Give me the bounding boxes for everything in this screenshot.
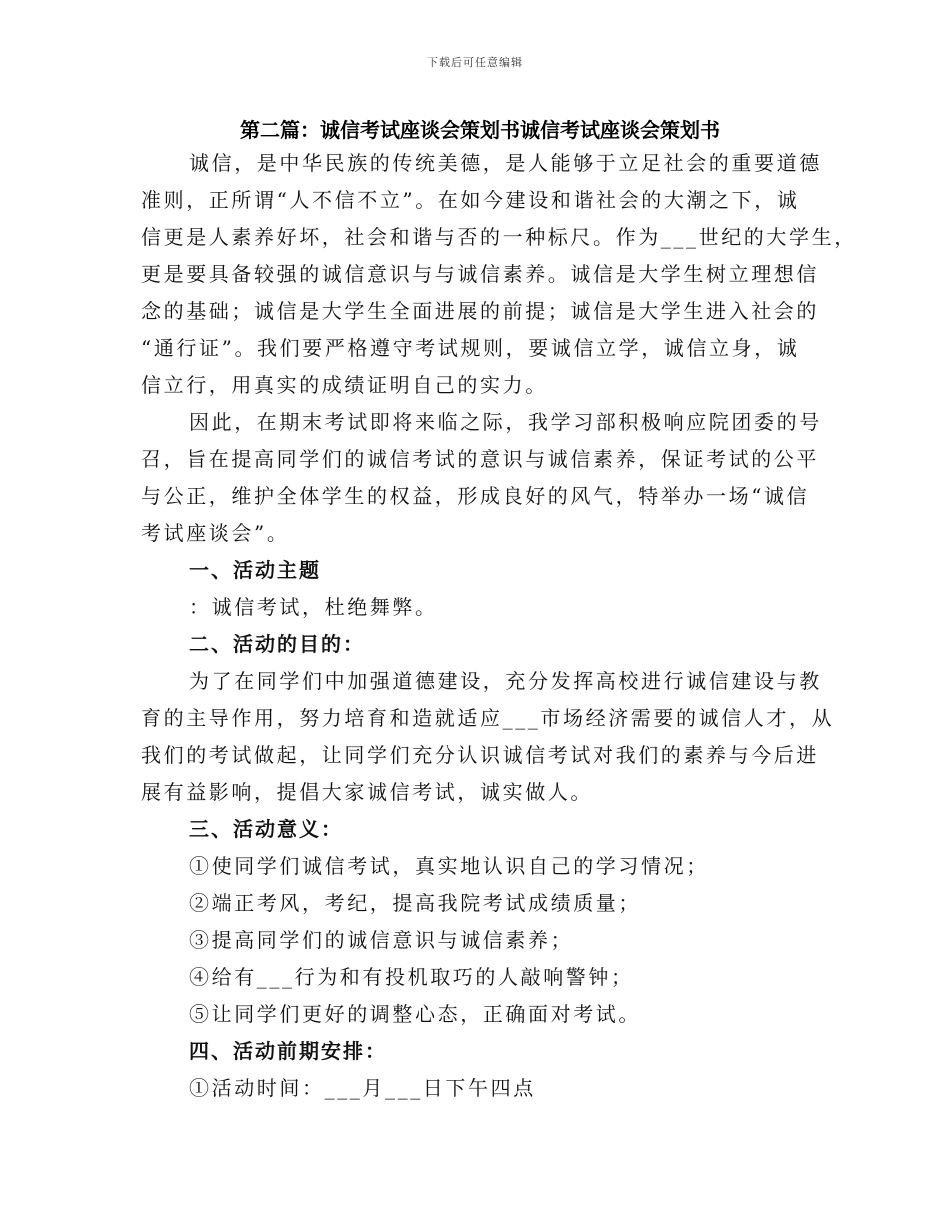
list-item: ④给有___行为和有投机取巧的人敲响警钟； — [189, 965, 634, 989]
list-item: ①使同学们诚信考试，真实地认识自己的学习情况； — [189, 854, 709, 878]
list-item: ③提高同学们的诚信意识与诚信素养； — [189, 928, 574, 952]
paragraph-line: 与公正，维护全体学生的权益，形成良好的风气，特举办一场“诚信 — [141, 484, 810, 508]
paragraph-line: 念的基础；诚信是大学生全面进展的前提；诚信是大学生进入社会的 — [141, 299, 819, 323]
list-item: ②端正考风，考纪，提高我院考试成绩质量； — [189, 891, 641, 915]
paragraph-line: “通行证”。我们要严格遵守考试规则，要诚信立学，诚信立身，诚 — [141, 336, 800, 360]
paragraph-line: 考试座谈会”。 — [141, 521, 290, 545]
document-title: 第二篇：诚信考试座谈会策划书诚信考试座谈会策划书 — [240, 118, 720, 142]
paragraph-line: 展有益影响，提倡大家诚信考试，诚实做人。 — [141, 780, 593, 804]
paragraph-line: 准则，正所谓“人不信不立”。在如今建设和谐社会的大潮之下，诚 — [141, 188, 800, 212]
page-header: 下载后可任意编辑 — [427, 56, 523, 69]
list-item: ①活动时间：___月___日下午四点 — [189, 1076, 536, 1100]
paragraph-line: 信更是人素养好坏，社会和谐与否的一种标尺。作为___世纪的大学生， — [141, 225, 857, 249]
section-heading: 三、活动意义： — [189, 817, 343, 841]
list-item: ⑤让同学们更好的调整心态，正确面对考试。 — [189, 1002, 641, 1026]
section-heading: 二、活动的目的： — [189, 632, 365, 656]
paragraph-line: 更是要具备较强的诚信意识与与诚信素养。诚信是大学生树立理想信 — [141, 262, 819, 286]
paragraph-line: 诚信，是中华民族的传统美德，是人能够于立足社会的重要道德 — [189, 151, 822, 175]
paragraph-line: 召，旨在提高同学们的诚信考试的意识与诚信素养，保证考试的公平 — [141, 447, 819, 471]
section-heading: 四、活动前期安排： — [189, 1039, 387, 1063]
section-heading: 一、活动主题 — [189, 558, 321, 582]
paragraph-line: 我们的考试做起，让同学们充分认识诚信考试对我们的素养与今后进 — [141, 743, 819, 767]
paragraph-line: ：诚信考试，杜绝舞弊。 — [189, 595, 438, 619]
paragraph-line: 信立行，用真实的成绩证明自己的实力。 — [141, 373, 548, 397]
paragraph-line: 育的主导作用，努力培育和造就适应___市场经济需要的诚信人才，从 — [141, 706, 835, 730]
paragraph-line: 因此，在期末考试即将来临之际，我学习部积极响应院团委的号 — [189, 410, 822, 434]
paragraph-line: 为了在同学们中加强道德建设，充分发挥高校进行诚信建设与教 — [189, 669, 822, 693]
